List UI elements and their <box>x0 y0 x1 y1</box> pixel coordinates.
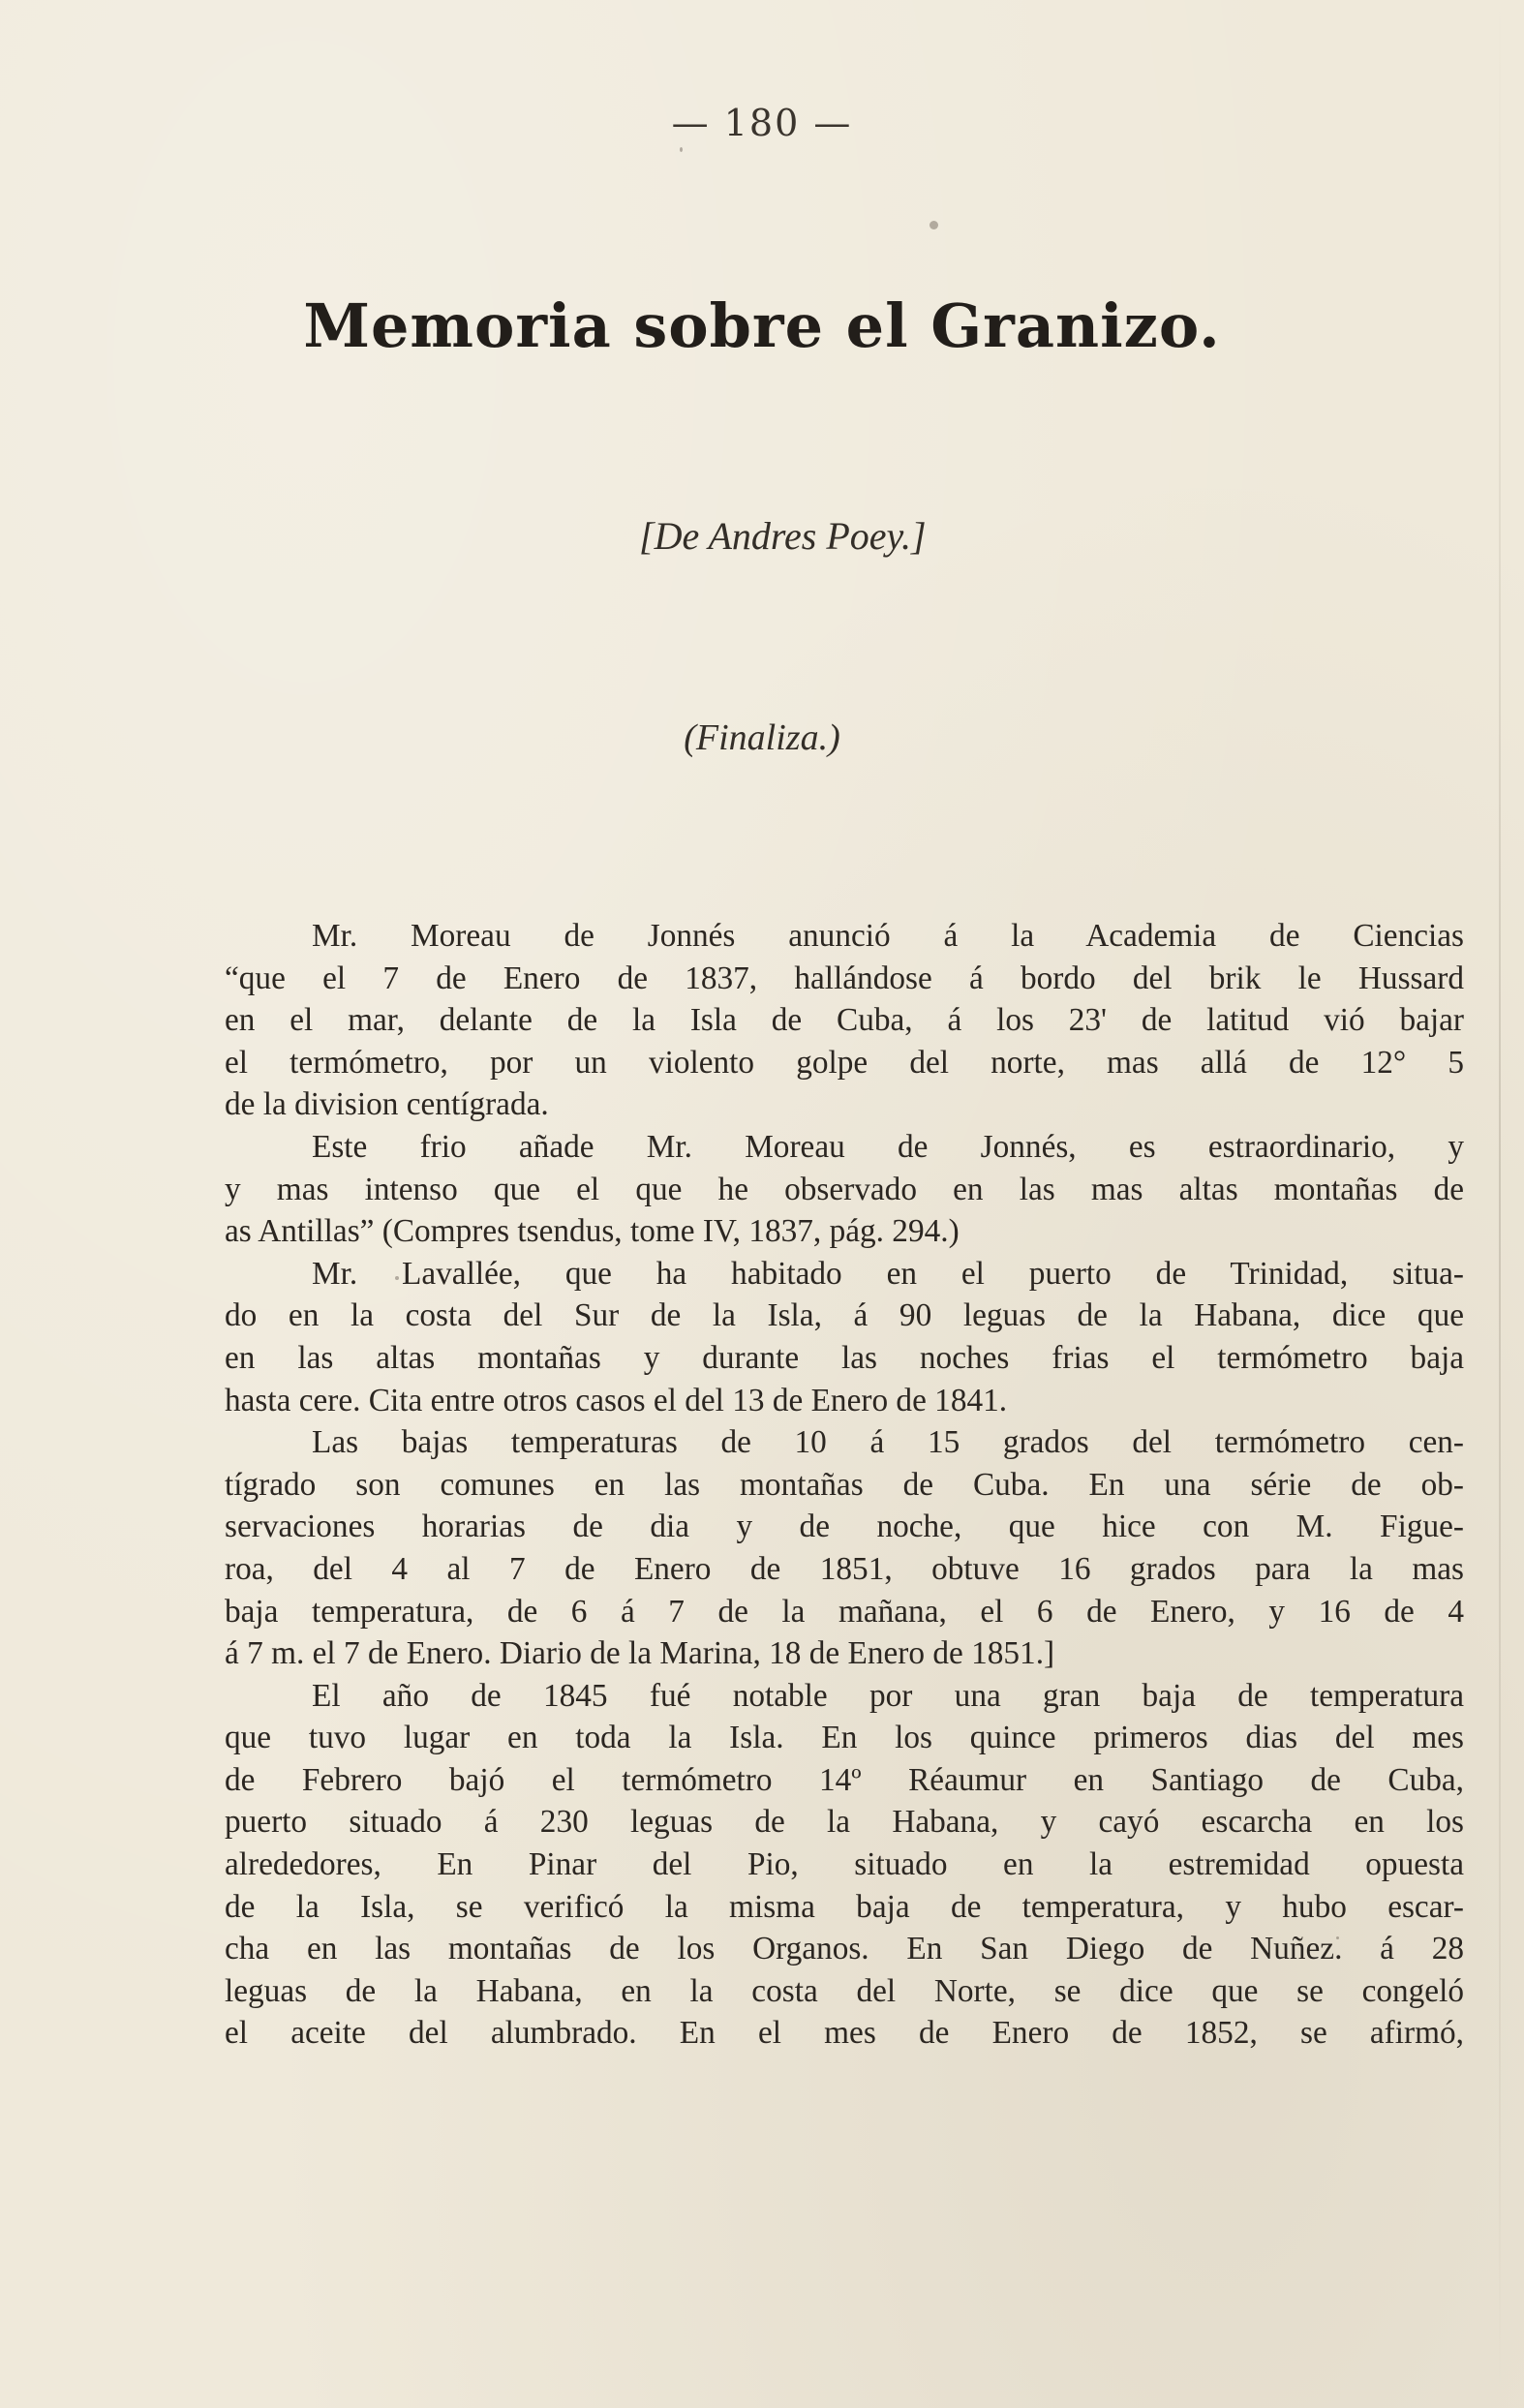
paper-speck <box>1336 1936 1339 1939</box>
text-line: tígrado son comunes en las montañas de Cuba. En una série de ob- <box>225 1466 1464 1503</box>
text-line: do en la costa del Sur de la Isla, á 90 leguas de la Habana, dice que <box>225 1297 1464 1334</box>
text-line: en las altas montañas y durante las noches frias el termómetro baja <box>225 1339 1464 1376</box>
text-line: y mas intenso que el que he observado en las mas altas montañas de <box>225 1171 1464 1207</box>
text-line: de la Isla, se verificó la misma baja de temperatura, y hubo escar- <box>225 1888 1464 1925</box>
paper-speck <box>395 1276 399 1280</box>
paper-speck <box>930 221 938 229</box>
text-line: de la division centígrada. <box>225 1086 549 1123</box>
text-line: el aceite del alumbrado. En el mes de Enero de 1852, se afirmó, <box>225 2015 1464 2052</box>
text-line: de Febrero bajó el termómetro 14º Réaumur en Santiago de Cuba, <box>225 1761 1464 1798</box>
text-line: leguas de la Habana, en la costa del Norte, se dice que se congeló <box>225 1972 1464 2009</box>
text-line: el termómetro, por un violento golpe del norte, mas allá de 12° 5 <box>225 1044 1464 1081</box>
text-line: “que el 7 de Enero de 1837, hallándose á bordo del brik le Hussard <box>225 960 1464 996</box>
text-line: Este frio añade Mr. Moreau de Jonnés, es estraordinario, y <box>312 1128 1464 1165</box>
text-line: Mr. Lavallée, que ha habitado en el puerto de Trinidad, situa- <box>312 1255 1464 1292</box>
article-body <box>225 915 1464 2055</box>
text-line: as Antillas” (Compres tsendus, tome IV, 1837, pág. 294.) <box>225 1213 960 1250</box>
text-line: puerto situado á 230 leguas de la Habana, y cayó escarcha en los <box>225 1804 1464 1841</box>
article-author: [De Andres Poey.] <box>639 514 927 558</box>
text-line: cha en las montañas de los Organos. En San Diego de Nuñez. á 28 <box>225 1931 1464 1967</box>
text-line: Las bajas temperaturas de 10 á 15 grados del termómetro cen- <box>312 1424 1464 1461</box>
text-line: en el mar, delante de la Isla de Cuba, á los 23' de latitud vió bajar <box>225 1002 1464 1039</box>
text-line: roa, del 4 al 7 de Enero de 1851, obtuve 16 grados para la mas <box>225 1550 1464 1587</box>
text-line: alrededores, En Pinar del Pio, situado en la estremidad opuesta <box>225 1846 1464 1883</box>
page-edge-shadow <box>1499 0 1501 2408</box>
text-line: á 7 m. el 7 de Enero. Diario de la Marina, 18 de Enero de 1851.] <box>225 1635 1055 1672</box>
text-line: Mr. Moreau de Jonnés anunció á la Academia de Ciencias <box>312 918 1464 954</box>
page-number: — 180 — <box>671 102 853 144</box>
text-line: baja temperatura, de 6 á 7 de la mañana, el 6 de Enero, y 16 de 4 <box>225 1593 1464 1630</box>
article-status: (Finaliza.) <box>684 717 840 758</box>
text-line: que tuvo lugar en toda la Isla. En los quince primeros dias del mes <box>225 1720 1464 1756</box>
text-line: hasta cere. Cita entre otros casos el del 13 de Enero de 1841. <box>225 1382 1008 1418</box>
text-line: servaciones horarias de dia y de noche, que hice con M. Figue- <box>225 1509 1464 1545</box>
article-title: Memoria sobre el Granizo. <box>303 290 1221 361</box>
paper-speck <box>680 147 683 152</box>
text-line: El año de 1845 fué notable por una gran baja de temperatura <box>312 1677 1464 1714</box>
